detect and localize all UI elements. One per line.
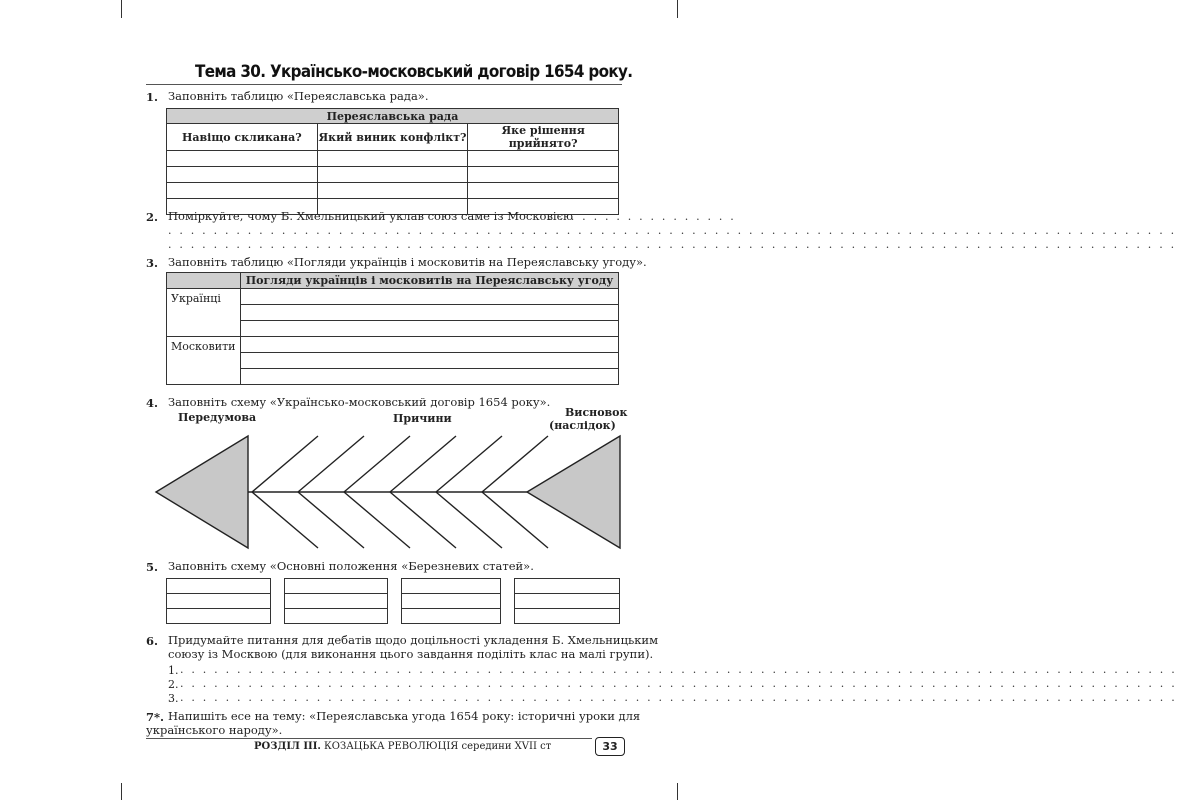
precondition-triangle[interactable] xyxy=(156,436,248,548)
task5-number: 5. xyxy=(146,560,159,574)
debate-item-number: 2. xyxy=(168,678,179,691)
footer-text xyxy=(254,741,551,752)
debate-item-number: 1. xyxy=(168,664,179,677)
answer-cell[interactable] xyxy=(468,151,619,167)
task2-number: 2. xyxy=(146,210,159,224)
label-causes: Причини xyxy=(393,412,452,425)
answer-cell[interactable] xyxy=(241,369,619,385)
task3-corner-cell xyxy=(167,273,241,289)
page-number: 33 xyxy=(595,737,625,756)
articles-box-2[interactable] xyxy=(284,578,388,624)
answer-cell[interactable] xyxy=(241,321,619,337)
footer-section: РОЗДІЛ ІІІ. xyxy=(254,741,321,752)
page-title: Тема 30. Українсько-московський договір 1654 року. xyxy=(195,62,633,81)
footer-chapter: КОЗАЦЬКА РЕВОЛЮЦІЯ середини XVII ст xyxy=(324,741,552,752)
answer-cell[interactable] xyxy=(241,289,619,305)
fishbone-diagram xyxy=(150,430,625,555)
answer-dots[interactable]: . . . . . . . . . . . . . . . . . . . . . . . . . . . . . . . . . . . . . . . . . . . . . . . . . . . . . . . . . . . . . . . . . . . . . . . . . . . . . . . . . . . . . . . . xyxy=(180,663,1177,676)
row-label-ukrainians: Українці xyxy=(167,289,241,337)
task1-number: 1. xyxy=(146,90,159,104)
task3-text: Заповніть таблицю «Погляди українців і московитів на Переяславську угоду». xyxy=(168,255,647,269)
task1-header-1: Навіщо скликана? xyxy=(167,124,318,151)
task1-text: Заповніть таблицю «Переяславська рада». xyxy=(168,89,429,103)
crop-mark xyxy=(677,783,678,800)
answer-cell[interactable] xyxy=(167,167,318,183)
answer-dots[interactable]: . . . . . . . . . . . . . . . . . . . . . . . . . . . . . . . . . . . . . . . . . . . . . . . . . . . . . . . . . . . . . . . . . . . . . . . . . . . . . . . . . . . . . . . . xyxy=(180,677,1177,690)
task5-text: Заповніть схему «Основні положення «Березневих статей». xyxy=(168,559,534,573)
footer-rule xyxy=(146,738,592,739)
crop-mark xyxy=(121,0,122,18)
task4-number: 4. xyxy=(146,396,159,410)
task4-text: Заповніть схему «Українсько-московський договір 1654 року». xyxy=(168,395,551,409)
task1-header-2: Який виник конфлікт? xyxy=(317,124,468,151)
articles-box-4[interactable] xyxy=(514,578,620,624)
answer-cell[interactable] xyxy=(167,151,318,167)
articles-box-3[interactable] xyxy=(401,578,501,624)
answer-cell[interactable] xyxy=(241,305,619,321)
answer-dots[interactable]: . . . . . . . . . . . . . . . . . xyxy=(548,210,736,223)
debate-item-number: 3. xyxy=(168,692,179,705)
answer-cell[interactable] xyxy=(317,167,468,183)
task1-table xyxy=(166,108,619,215)
crop-mark xyxy=(677,0,678,18)
row-label-muscovites: Московити xyxy=(167,337,241,385)
title-rule xyxy=(146,84,622,85)
conclusion-triangle[interactable] xyxy=(527,436,620,548)
task6-line-1: Придумайте питання для дебатів щодо доцільності укладення Б. Хмельницьким xyxy=(168,633,659,647)
answer-cell[interactable] xyxy=(468,167,619,183)
crop-mark xyxy=(121,783,122,800)
answer-cell[interactable] xyxy=(167,183,318,199)
answer-cell[interactable] xyxy=(241,353,619,369)
task7-line-1: Напишіть есе на тему: «Переяславська угода 1654 року: історичні уроки для xyxy=(168,709,641,723)
answer-cell[interactable] xyxy=(317,183,468,199)
task7-line-2: українського народу». xyxy=(146,723,283,737)
answer-cell[interactable] xyxy=(317,151,468,167)
label-precondition: Передумова xyxy=(178,411,257,424)
task2-text: Поміркуйте, чому Б. Хмельницький уклав союз саме із Московією xyxy=(168,209,574,223)
answer-dots[interactable]: . . . . . . . . . . . . . . . . . . . . . . . . . . . . . . . . . . . . . . . . . . . . . . . . . . . . . . . . . . . . . . . . . . . . . . . . . . . . . . . . . . . . . . . . xyxy=(180,691,1177,704)
task7-number: 7*. xyxy=(146,710,165,724)
task1-table-title: Переяславська рада xyxy=(167,109,619,124)
task3-table-title: Погляди українців і московитів на Переяславську угоду xyxy=(241,273,619,289)
label-conclusion: Висновок xyxy=(565,406,628,419)
task6-line-2: союзу із Москвою (для виконання цього завдання поділіть клас на малі групи). xyxy=(168,647,654,661)
articles-box-1[interactable] xyxy=(166,578,271,624)
label-consequence: (наслідок) xyxy=(549,419,616,432)
answer-cell[interactable] xyxy=(241,337,619,353)
task1-header-3: Яке рішення прийнято? xyxy=(468,124,619,151)
answer-dots[interactable]: . . . . . . . . . . . . . . . . . . . . . . . . . . . . . . . . . . . . . . . . . . . . . . . . . . . . . . . . . . . . . . . . . . . . . . . . . . . . . . . . . . . . . . . . . xyxy=(168,238,1177,251)
answer-cell[interactable] xyxy=(468,183,619,199)
answer-dots[interactable]: . . . . . . . . . . . . . . . . . . . . . . . . . . . . . . . . . . . . . . . . . . . . . . . . . . . . . . . . . . . . . . . . . . . . . . . . . . . . . . . . . . . . . . . . . xyxy=(168,224,1177,237)
task3-table xyxy=(166,272,619,385)
task3-number: 3. xyxy=(146,256,159,270)
task6-number: 6. xyxy=(146,634,159,648)
